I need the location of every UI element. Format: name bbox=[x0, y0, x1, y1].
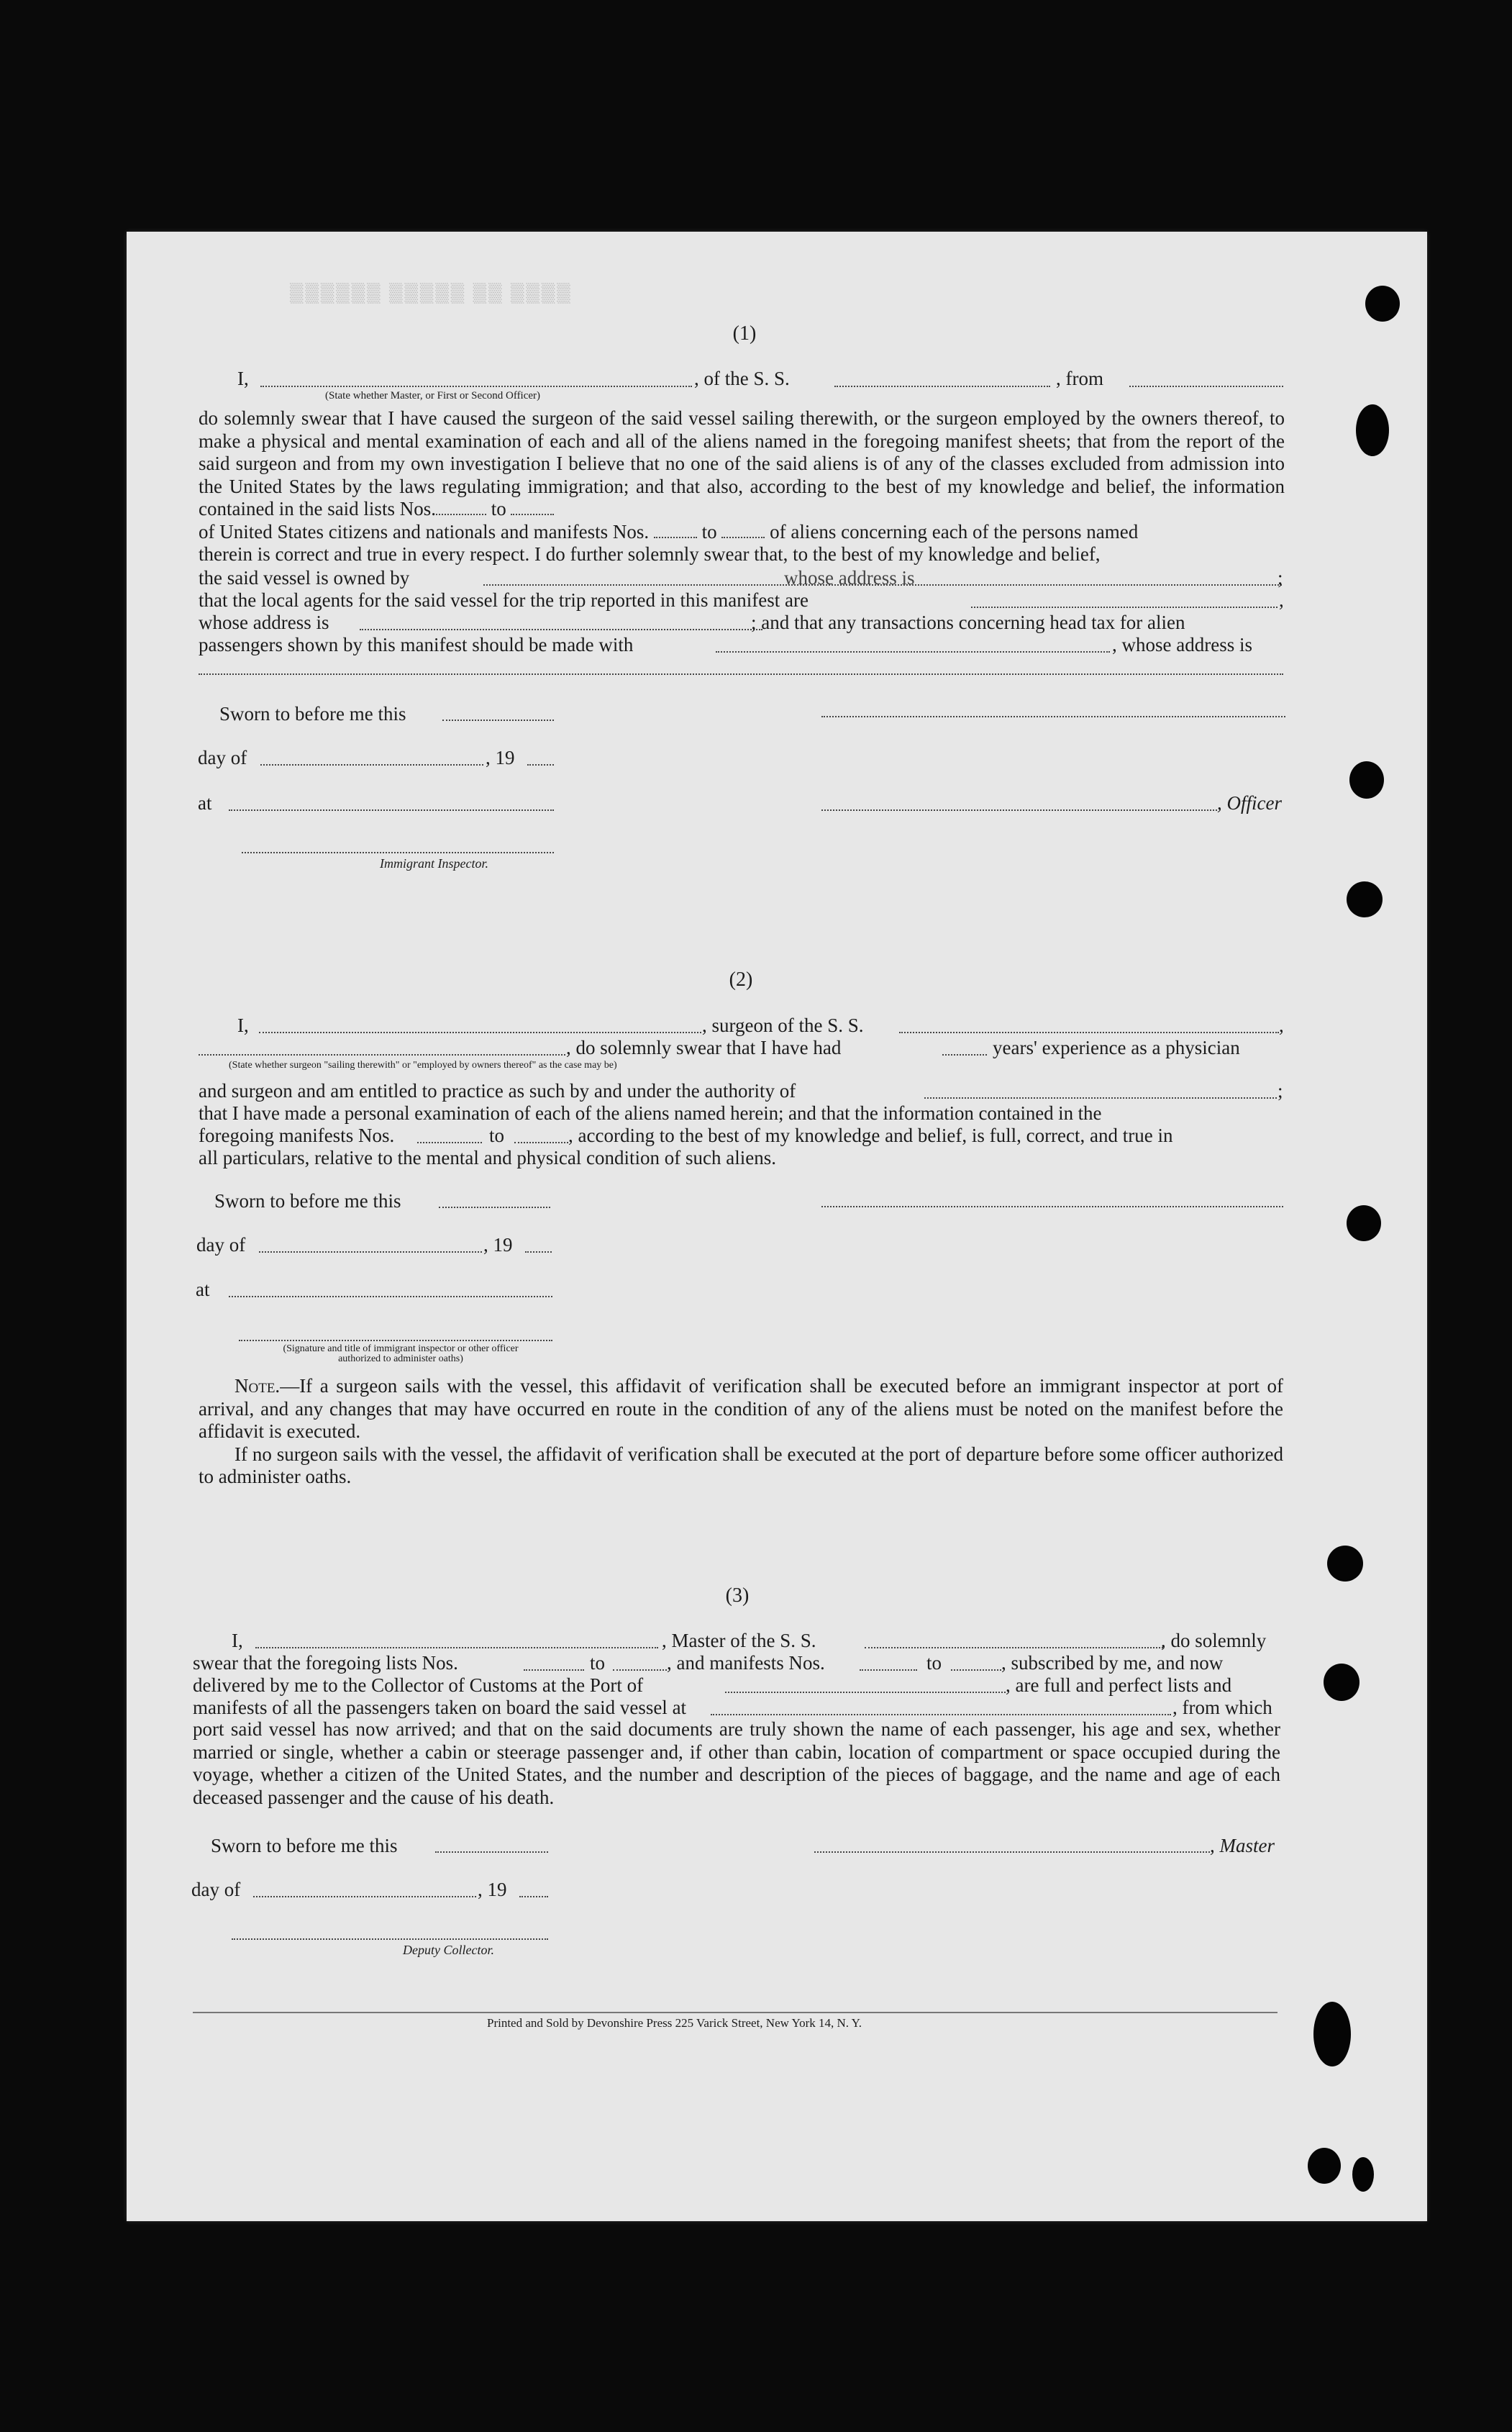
whose-address-end-label: , whose address is bbox=[1112, 634, 1252, 655]
years-label: years' experience as a physician bbox=[993, 1037, 1240, 1058]
swear-label: swear that the foregoing lists Nos. bbox=[193, 1652, 458, 1674]
local-agents-line[interactable] bbox=[971, 607, 1278, 608]
section-1-number: (1) bbox=[732, 322, 757, 345]
vessel-name-line[interactable] bbox=[834, 386, 1050, 387]
inspector-signature-line[interactable] bbox=[242, 852, 554, 853]
footer-rule bbox=[193, 2012, 1278, 2013]
surgeon-caption: (State whether surgeon "sailing therewith" or "employed by owners thereof" as the case may be) bbox=[229, 1060, 617, 1071]
year-line[interactable] bbox=[527, 764, 554, 766]
sworn-date-line[interactable] bbox=[442, 720, 554, 721]
owned-by-label: the said vessel is owned by bbox=[199, 567, 410, 589]
lists-to-line[interactable] bbox=[613, 1669, 667, 1671]
sworn-label: Sworn to before me this bbox=[214, 1190, 401, 1212]
i-label: I, bbox=[232, 1630, 243, 1651]
sworn-label: Sworn to before me this bbox=[211, 1835, 398, 1856]
surgeon-vessel-line[interactable] bbox=[899, 1032, 1279, 1033]
year-label: , 19 bbox=[483, 1234, 513, 1256]
place-line[interactable] bbox=[229, 809, 554, 811]
local-agents-label: that the local agents for the said vessel for the trip reported in this manifest are bbox=[199, 589, 809, 611]
manifest-to-line[interactable] bbox=[514, 1142, 568, 1143]
year-label: , 19 bbox=[478, 1879, 507, 1900]
place-line[interactable] bbox=[229, 1296, 552, 1297]
section-2-number: (2) bbox=[729, 968, 753, 991]
full-perfect-label: , are full and perfect lists and bbox=[1006, 1674, 1232, 1696]
master-vessel-line[interactable] bbox=[865, 1647, 1163, 1648]
surgeon-name-line[interactable] bbox=[259, 1032, 701, 1033]
officer-signature-line[interactable] bbox=[821, 716, 1285, 717]
punch-hole bbox=[1313, 2002, 1351, 2066]
officer-line[interactable] bbox=[821, 809, 1217, 811]
deputy-caption: Deputy Collector. bbox=[403, 1943, 494, 1957]
deputy-signature-line[interactable] bbox=[232, 1938, 548, 1940]
year-label: , 19 bbox=[486, 747, 515, 768]
head-tax-label: ; and that any transactions concerning head tax for alien bbox=[751, 612, 1185, 633]
to-label: to bbox=[489, 1125, 505, 1146]
sworn-date-line[interactable] bbox=[435, 1851, 548, 1853]
punch-hole bbox=[1347, 881, 1383, 917]
of-the-ss-label: , of the S. S. bbox=[694, 368, 790, 389]
manifests-all-label: manifests of all the passengers taken on board the said vessel at bbox=[193, 1697, 687, 1718]
swear-label: , do solemnly swear that I have had bbox=[566, 1037, 842, 1058]
from-port-line[interactable] bbox=[1129, 386, 1283, 387]
subscribed-label: , subscribed by me, and now bbox=[1001, 1652, 1224, 1674]
manifests-from-line[interactable] bbox=[860, 1669, 917, 1671]
examination-text: that I have made a personal examination of each of the aliens named herein; and that the information contained in the bbox=[199, 1102, 1102, 1124]
from-which-label: , from which bbox=[1172, 1697, 1272, 1718]
master-caption: (State whether Master, or First or Second Officer) bbox=[325, 390, 541, 401]
boarding-port-line[interactable] bbox=[711, 1714, 1171, 1715]
at-label: at bbox=[198, 792, 212, 814]
master-label: , Master bbox=[1210, 1835, 1275, 1856]
punch-hole bbox=[1327, 1546, 1363, 1582]
surgeon-status-line[interactable] bbox=[199, 1054, 565, 1056]
and-manifests-label: , and manifests Nos. bbox=[667, 1652, 825, 1674]
whose-address-is-label: whose address is bbox=[784, 567, 915, 589]
day-of-label: day of bbox=[191, 1879, 241, 1900]
manifest-from-line[interactable] bbox=[417, 1142, 482, 1143]
note-paragraph: Note.—If a surgeon sails with the vessel, this affidavit of verification shall be executed before an immigrant inspector at port of arrival, and any changes that may have occurred en route in the condition of any of the aliens must be noted on the manifest before the affidavit is executed. If no surgeon sails with the vessel, the affidavit of verification shall be executed at the port of departure before some officer authorized to administer oaths. bbox=[199, 1375, 1283, 1487]
i-label: I, bbox=[237, 1015, 249, 1036]
do-solemnly-label: , do solemnly bbox=[1161, 1630, 1267, 1651]
punch-hole bbox=[1365, 286, 1400, 322]
agent-address-line[interactable] bbox=[360, 629, 762, 630]
according-label: , according to the best of my knowledge and belief, is full, correct, and true in bbox=[568, 1125, 1173, 1146]
officer-label: , Officer bbox=[1217, 792, 1282, 814]
delivered-label: delivered by me to the Collector of Customs at the Port of bbox=[193, 1674, 644, 1696]
master-of-label: , Master of the S. S. bbox=[662, 1630, 816, 1651]
semicolon: ; bbox=[1278, 1080, 1283, 1102]
port-line[interactable] bbox=[725, 1692, 1006, 1693]
day-of-label: day of bbox=[198, 747, 247, 768]
head-tax-party-line[interactable] bbox=[716, 651, 1110, 653]
year-line[interactable] bbox=[519, 1896, 548, 1897]
printer-imprint: Printed and Sold by Devonshire Press 225 Varick Street, New York 14, N. Y. bbox=[487, 2016, 862, 2030]
punch-hole bbox=[1356, 404, 1389, 456]
passengers-label: passengers shown by this manifest should be made with bbox=[199, 634, 634, 655]
month-line[interactable] bbox=[260, 764, 483, 766]
sworn-date-line[interactable] bbox=[439, 1207, 550, 1208]
semicolon: ; bbox=[1278, 567, 1283, 589]
inspector-caption: Immigrant Inspector. bbox=[380, 856, 488, 871]
whose-address-label: whose address is bbox=[199, 612, 329, 633]
master-name-line[interactable] bbox=[255, 1647, 658, 1648]
punch-hole bbox=[1349, 761, 1384, 799]
at-label: at bbox=[196, 1279, 210, 1300]
master-name-line[interactable] bbox=[260, 386, 692, 387]
signature-caption: (Signature and title of immigrant inspector or other officer authorized to administer oaths) bbox=[283, 1343, 519, 1364]
punch-hole bbox=[1347, 1205, 1381, 1241]
inspector-signature-line[interactable] bbox=[239, 1340, 552, 1341]
from-label: , from bbox=[1056, 368, 1103, 389]
month-line[interactable] bbox=[253, 1896, 476, 1897]
all-particulars-text: all particulars, relative to the mental and physical condition of such aliens. bbox=[199, 1147, 776, 1169]
section-3-paragraph: port said vessel has now arrived; and that on the said documents are truly shown the name of each passenger, his age and sex, whether married or single, whether a cabin or steerage passenger and, if other than cabin, location of compartment or space occupied during the voyage, whether a citizen of the United States, and the number and description of the pieces of baggage, and the name and age of each deceased passenger and the cause of his death. bbox=[193, 1718, 1280, 1808]
comma: , bbox=[1279, 1015, 1284, 1036]
comma: , bbox=[1279, 589, 1284, 611]
i-label: I, bbox=[237, 368, 249, 389]
surgeon-of-label: , surgeon of the S. S. bbox=[702, 1015, 864, 1036]
to-label: to bbox=[926, 1652, 942, 1674]
head-tax-address-line[interactable] bbox=[199, 673, 1283, 675]
bleed-through: ▒▒▒▒ ▒▒ ▒▒▒▒▒ ▒▒▒▒▒▒ bbox=[288, 282, 570, 303]
master-signature-line[interactable] bbox=[814, 1851, 1210, 1853]
lists-from-line[interactable] bbox=[524, 1669, 584, 1671]
authority-label: and surgeon and am entitled to practice as such by and under the authority of bbox=[199, 1080, 796, 1102]
section-3-number: (3) bbox=[725, 1584, 750, 1607]
to-label: to bbox=[590, 1652, 606, 1674]
sworn-label: Sworn to before me this bbox=[219, 703, 406, 725]
surgeon-signature-line[interactable] bbox=[821, 1206, 1283, 1207]
punch-hole bbox=[1308, 2148, 1341, 2184]
section-1-paragraph: do solemnly swear that I have caused the surgeon of the said vessel sailing therewith, or the surgeon employed by the owners thereof, to make a physical and mental examination of each and all of the aliens named in the foregoing manifest sheets; that from the report of the said surgeon and from my own investigation I believe that no one of the said aliens is of any of the classes excluded from admission into the United States by the laws regulating immigration; and that also, according to the best of my knowledge and belief, the information contained in the said lists Nos. to of United States citizens and nationals and manifests Nos. to of aliens concerning each of the persons named therein is correct and true in every respect. I do further solemnly swear that, to the best of my knowledge and belief, bbox=[199, 407, 1285, 565]
punch-hole bbox=[1324, 1664, 1360, 1701]
day-of-label: day of bbox=[196, 1234, 246, 1256]
month-line[interactable] bbox=[259, 1251, 482, 1253]
year-line[interactable] bbox=[525, 1251, 552, 1253]
foregoing-label: foregoing manifests Nos. bbox=[199, 1125, 395, 1146]
years-line[interactable] bbox=[942, 1054, 987, 1056]
manifests-to-line[interactable] bbox=[951, 1669, 1001, 1671]
punch-hole bbox=[1352, 2157, 1374, 2192]
authority-line[interactable] bbox=[924, 1097, 1277, 1099]
